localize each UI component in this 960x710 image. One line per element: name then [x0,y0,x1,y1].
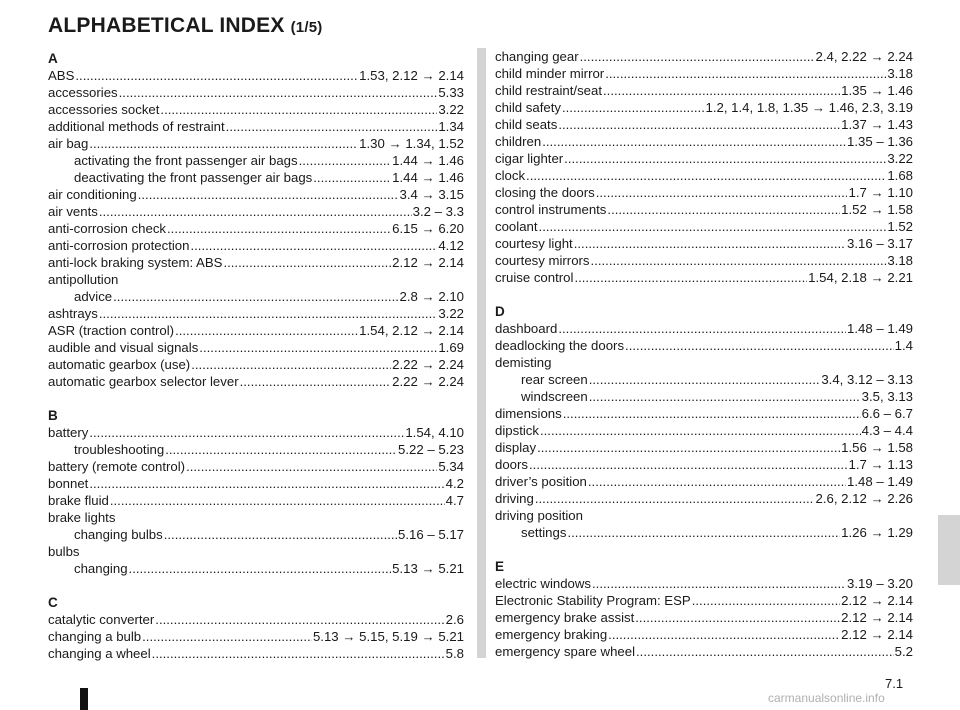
dot-leader [567,524,840,541]
dot-leader [129,560,392,577]
index-entry [48,305,464,322]
entry-pages: 1.7 → 1.13 [848,457,913,472]
index-entry [495,456,913,473]
index-entry [48,424,464,441]
dot-leader [152,645,445,662]
page-title-part: (1/5) [290,19,323,36]
dot-leader [165,441,397,458]
entry-pages: 2.12 → 2.14 [841,593,913,608]
index-subentry [48,560,464,577]
entry-term: emergency brake assist [495,610,635,625]
index-entry [48,322,464,339]
section-letter: A [48,51,58,66]
index-column-right [495,48,913,660]
entry-term: brake fluid [48,493,109,508]
entry-pages: 1.69 [438,340,464,355]
entry-term: settings [521,525,567,540]
entry-term: ashtrays [48,306,98,321]
dot-leader [535,490,815,507]
index-section [495,48,913,286]
entry-term: anti-corrosion protection [48,238,190,253]
index-section [48,577,464,662]
entry-pages: 1.35 → 1.46 [841,83,913,98]
entry-pages: 6.15 → 6.20 [392,221,464,236]
section-gap [48,390,464,407]
dot-leader [692,592,840,609]
index-entry [495,269,913,286]
entry-pages: 2.6 [445,612,464,627]
entry-pages: 3.4, 3.12 – 3.13 [821,372,913,387]
entry-term: additional methods of restraint [48,119,225,134]
index-entry [48,101,464,118]
entry-term: changing [74,561,128,576]
index-heading: demisting [495,355,552,370]
dot-leader [625,337,894,354]
dot-leader [190,237,437,254]
index-entry [495,473,913,490]
index-section [48,50,464,390]
dot-leader [89,424,404,441]
entry-pages: 1.30 → 1.34, 1.52 [359,136,464,151]
section-letter: C [48,595,58,610]
index-entry [495,150,913,167]
entry-pages: 3.19 – 3.20 [847,576,913,591]
entry-term: air conditioning [48,187,137,202]
page-title-main: ALPHABETICAL INDEX [48,14,285,37]
index-entry [495,184,913,201]
dot-leader [591,252,887,269]
index-entry [495,116,913,133]
entry-term: windscreen [521,389,588,404]
entry-pages: 2.22 → 2.24 [392,374,464,389]
dot-leader [75,67,358,84]
index-entry [495,626,913,643]
dot-leader [142,628,312,645]
entry-pages: 5.13 → 5.21 [392,561,464,576]
dot-leader [605,65,886,82]
index-column-left [48,50,464,662]
entry-term: automatic gearbox (use) [48,357,191,372]
entry-pages: 1.54, 4.10 [405,425,464,440]
index-entry [495,320,913,337]
entry-pages: 4.12 [438,238,464,253]
entry-term: changing a bulb [48,629,142,644]
dot-leader [589,371,821,388]
entry-term: audible and visual signals [48,340,199,355]
index-subentry [48,441,464,458]
entry-pages: 1.7 → 1.10 [848,185,913,200]
index-section [495,541,913,660]
page-number: 7.1 [885,676,904,691]
index-entry [48,67,464,84]
entry-term: deadlocking the doors [495,338,625,353]
entry-term: battery (remote control) [48,459,186,474]
chapter-tab-marker [938,515,960,585]
index-entry [495,405,913,422]
index-entry [48,475,464,492]
entry-pages: 3.4 → 3.15 [399,187,464,202]
index-entry [495,337,913,354]
entry-term: emergency spare wheel [495,644,636,659]
entry-pages: 1.48 – 1.49 [847,474,913,489]
index-entry [495,167,913,184]
index-entry [48,203,464,220]
section-letter: E [495,559,505,574]
entry-term: electric windows [495,576,592,591]
entry-pages: 1.2, 1.4, 1.8, 1.35 → 1.46, 2.3, 3.19 [705,100,913,115]
index-entry [48,628,464,645]
dot-leader [542,133,846,150]
entry-pages: 1.54, 2.18 → 2.21 [808,270,913,285]
entry-pages: 3.2 – 3.3 [412,204,464,219]
entry-pages: 3.5, 3.13 [861,389,913,404]
entry-term: air vents [48,204,98,219]
entry-pages: 1.56 → 1.58 [841,440,913,455]
index-entry [495,99,913,116]
dot-leader [596,184,848,201]
entry-term: ABS [48,68,75,83]
entry-pages: 1.35 – 1.36 [847,134,913,149]
section-letter: B [48,408,58,423]
index-entry [495,82,913,99]
index-section [48,390,464,577]
index-entry [495,252,913,269]
index-entry [48,339,464,356]
index-entry [48,645,464,662]
entry-pages: 1.53, 2.12 → 2.14 [359,68,464,83]
index-entry [48,492,464,509]
dot-leader [580,48,815,65]
entry-pages: 1.68 [887,168,913,183]
entry-pages: 1.26 → 1.29 [841,525,913,540]
index-entry [495,48,913,65]
entry-term: accessories [48,85,118,100]
entry-term: cigar lighter [495,151,564,166]
index-entry [495,490,913,507]
entry-term: clock [495,168,526,183]
entry-term: child minder mirror [495,66,605,81]
entry-term: anti-lock braking system: ABS [48,255,223,270]
index-subentry [495,371,913,388]
index-entry [495,133,913,150]
entry-pages: 5.2 [894,644,913,659]
dot-leader [603,82,840,99]
dot-leader [589,388,861,405]
entry-pages: 1.48 – 1.49 [847,321,913,336]
index-entry [495,201,913,218]
dot-leader [558,116,840,133]
entry-pages: 6.6 – 6.7 [861,406,913,421]
entry-term: Electronic Stability Program: ESP [495,593,691,608]
dot-leader [191,356,391,373]
dot-leader [588,473,846,490]
entry-pages: 3.16 – 3.17 [847,236,913,251]
dot-leader [223,254,391,271]
entry-pages: 1.44 → 1.46 [392,170,464,185]
dot-leader [175,322,358,339]
entry-pages: 3.18 [887,253,913,268]
dot-leader [563,405,861,422]
entry-term: children [495,134,542,149]
dot-leader [539,218,887,235]
dot-leader [636,643,894,660]
entry-pages: 3.22 [438,102,464,117]
dot-leader [540,422,861,439]
dot-leader [167,220,391,237]
entry-term: troubleshooting [74,442,165,457]
dot-leader [113,288,398,305]
entry-pages: 4.7 [445,493,464,508]
dot-leader [635,609,840,626]
index-heading: driving position [495,508,583,523]
entry-pages: 5.16 – 5.17 [398,527,464,542]
section-gap [48,577,464,594]
entry-term: changing a wheel [48,646,151,661]
page-title [48,14,322,38]
entry-pages: 2.12 → 2.14 [392,255,464,270]
dot-leader [529,456,847,473]
dot-leader [526,167,886,184]
index-entry [48,186,464,203]
entry-term: dimensions [495,406,562,421]
entry-term: deactivating the front passenger air bags [74,170,313,185]
entry-term: automatic gearbox selector lever [48,374,239,389]
index-entry [495,235,913,252]
index-subentry [48,169,464,186]
dot-leader [299,152,392,169]
entry-pages: 1.34 [438,119,464,134]
index-entry [495,609,913,626]
index-entry [495,218,913,235]
dot-leader [138,186,399,203]
dot-leader [607,201,840,218]
entry-term: coolant [495,219,538,234]
entry-pages: 2.22 → 2.24 [392,357,464,372]
index-entry [48,254,464,271]
dot-leader [574,235,846,252]
section-letter: D [495,304,505,319]
index-entry [495,65,913,82]
dot-leader [592,575,846,592]
dot-leader [313,169,391,186]
entry-term: changing bulbs [74,527,163,542]
dot-leader [226,118,438,135]
index-entry [48,84,464,101]
dot-leader [562,99,705,116]
entry-term: advice [74,289,113,304]
watermark: carmanualsonline.info [768,691,885,705]
entry-term: driving [495,491,534,506]
entry-term: child restraint/seat [495,83,603,98]
entry-pages: 5.8 [445,646,464,661]
index-entry [48,356,464,373]
dot-leader [99,203,412,220]
entry-term: closing the doors [495,185,595,200]
entry-pages: 2.12 → 2.14 [841,610,913,625]
index-subentry [495,388,913,405]
entry-term: courtesy mirrors [495,253,590,268]
entry-term: changing gear [495,49,579,64]
entry-pages: 2.8 → 2.10 [399,289,464,304]
entry-term: rear screen [521,372,588,387]
entry-pages: 1.37 → 1.43 [841,117,913,132]
index-entry [48,118,464,135]
entry-term: control instruments [495,202,607,217]
dot-leader [99,305,437,322]
index-entry [495,439,913,456]
entry-pages: 5.33 [438,85,464,100]
dot-leader [537,439,840,456]
corner-mark [80,688,88,710]
dot-leader [164,526,397,543]
entry-term: display [495,440,537,455]
entry-pages: 5.22 – 5.23 [398,442,464,457]
dot-leader [89,475,444,492]
entry-term: child seats [495,117,558,132]
entry-term: driver’s position [495,474,587,489]
entry-pages: 4.2 [445,476,464,491]
entry-pages: 3.18 [887,66,913,81]
section-gap [495,541,913,558]
entry-pages: 4.3 – 4.4 [861,423,913,438]
index-entry [495,575,913,592]
dot-leader [199,339,437,356]
index-entry [495,643,913,660]
entry-term: courtesy light [495,236,573,251]
entry-term: catalytic converter [48,612,155,627]
index-entry [495,592,913,609]
dot-leader [240,373,392,390]
entry-pages: 5.13 → 5.15, 5.19 → 5.21 [312,629,464,644]
dot-leader [186,458,437,475]
entry-term: anti-corrosion check [48,221,167,236]
index-entry [48,220,464,237]
index-entry [48,458,464,475]
dot-leader [608,626,840,643]
index-entry [48,611,464,628]
entry-term: ASR (traction control) [48,323,175,338]
column-divider [477,48,486,658]
section-gap [495,286,913,303]
dot-leader [564,150,886,167]
entry-term: dashboard [495,321,558,336]
index-subentry [48,288,464,305]
entry-pages: 1.44 → 1.46 [392,153,464,168]
dot-leader [155,611,444,628]
entry-term: emergency braking [495,627,608,642]
entry-term: bonnet [48,476,89,491]
dot-leader [574,269,807,286]
entry-pages: 1.54, 2.12 → 2.14 [359,323,464,338]
index-subentry [48,152,464,169]
entry-pages: 3.22 [887,151,913,166]
entry-term: battery [48,425,89,440]
dot-leader [119,84,438,101]
entry-pages: 1.4 [894,338,913,353]
entry-term: doors [495,457,528,472]
index-heading: brake lights [48,510,116,525]
index-entry [48,237,464,254]
index-subentry [495,524,913,541]
entry-pages: 3.22 [438,306,464,321]
dot-leader [110,492,445,509]
entry-pages: 1.52 → 1.58 [841,202,913,217]
dot-leader [160,101,437,118]
index-heading: antipollution [48,272,119,287]
index-entry [48,373,464,390]
entry-pages: 1.52 [887,219,913,234]
index-section [495,286,913,541]
entry-term: child safety [495,100,561,115]
entry-term: cruise control [495,270,574,285]
entry-pages: 2.12 → 2.14 [841,627,913,642]
entry-term: dipstick [495,423,539,438]
index-heading: bulbs [48,544,80,559]
entry-pages: 2.6, 2.12 → 2.26 [815,491,913,506]
index-entry [495,422,913,439]
entry-pages: 2.4, 2.22 → 2.24 [815,49,913,64]
dot-leader [89,135,358,152]
entry-term: accessories socket [48,102,160,117]
entry-pages: 5.34 [438,459,464,474]
entry-term: activating the front passenger air bags [74,153,298,168]
index-subentry [48,526,464,543]
dot-leader [558,320,846,337]
index-entry [48,135,464,152]
entry-term: air bag [48,136,89,151]
